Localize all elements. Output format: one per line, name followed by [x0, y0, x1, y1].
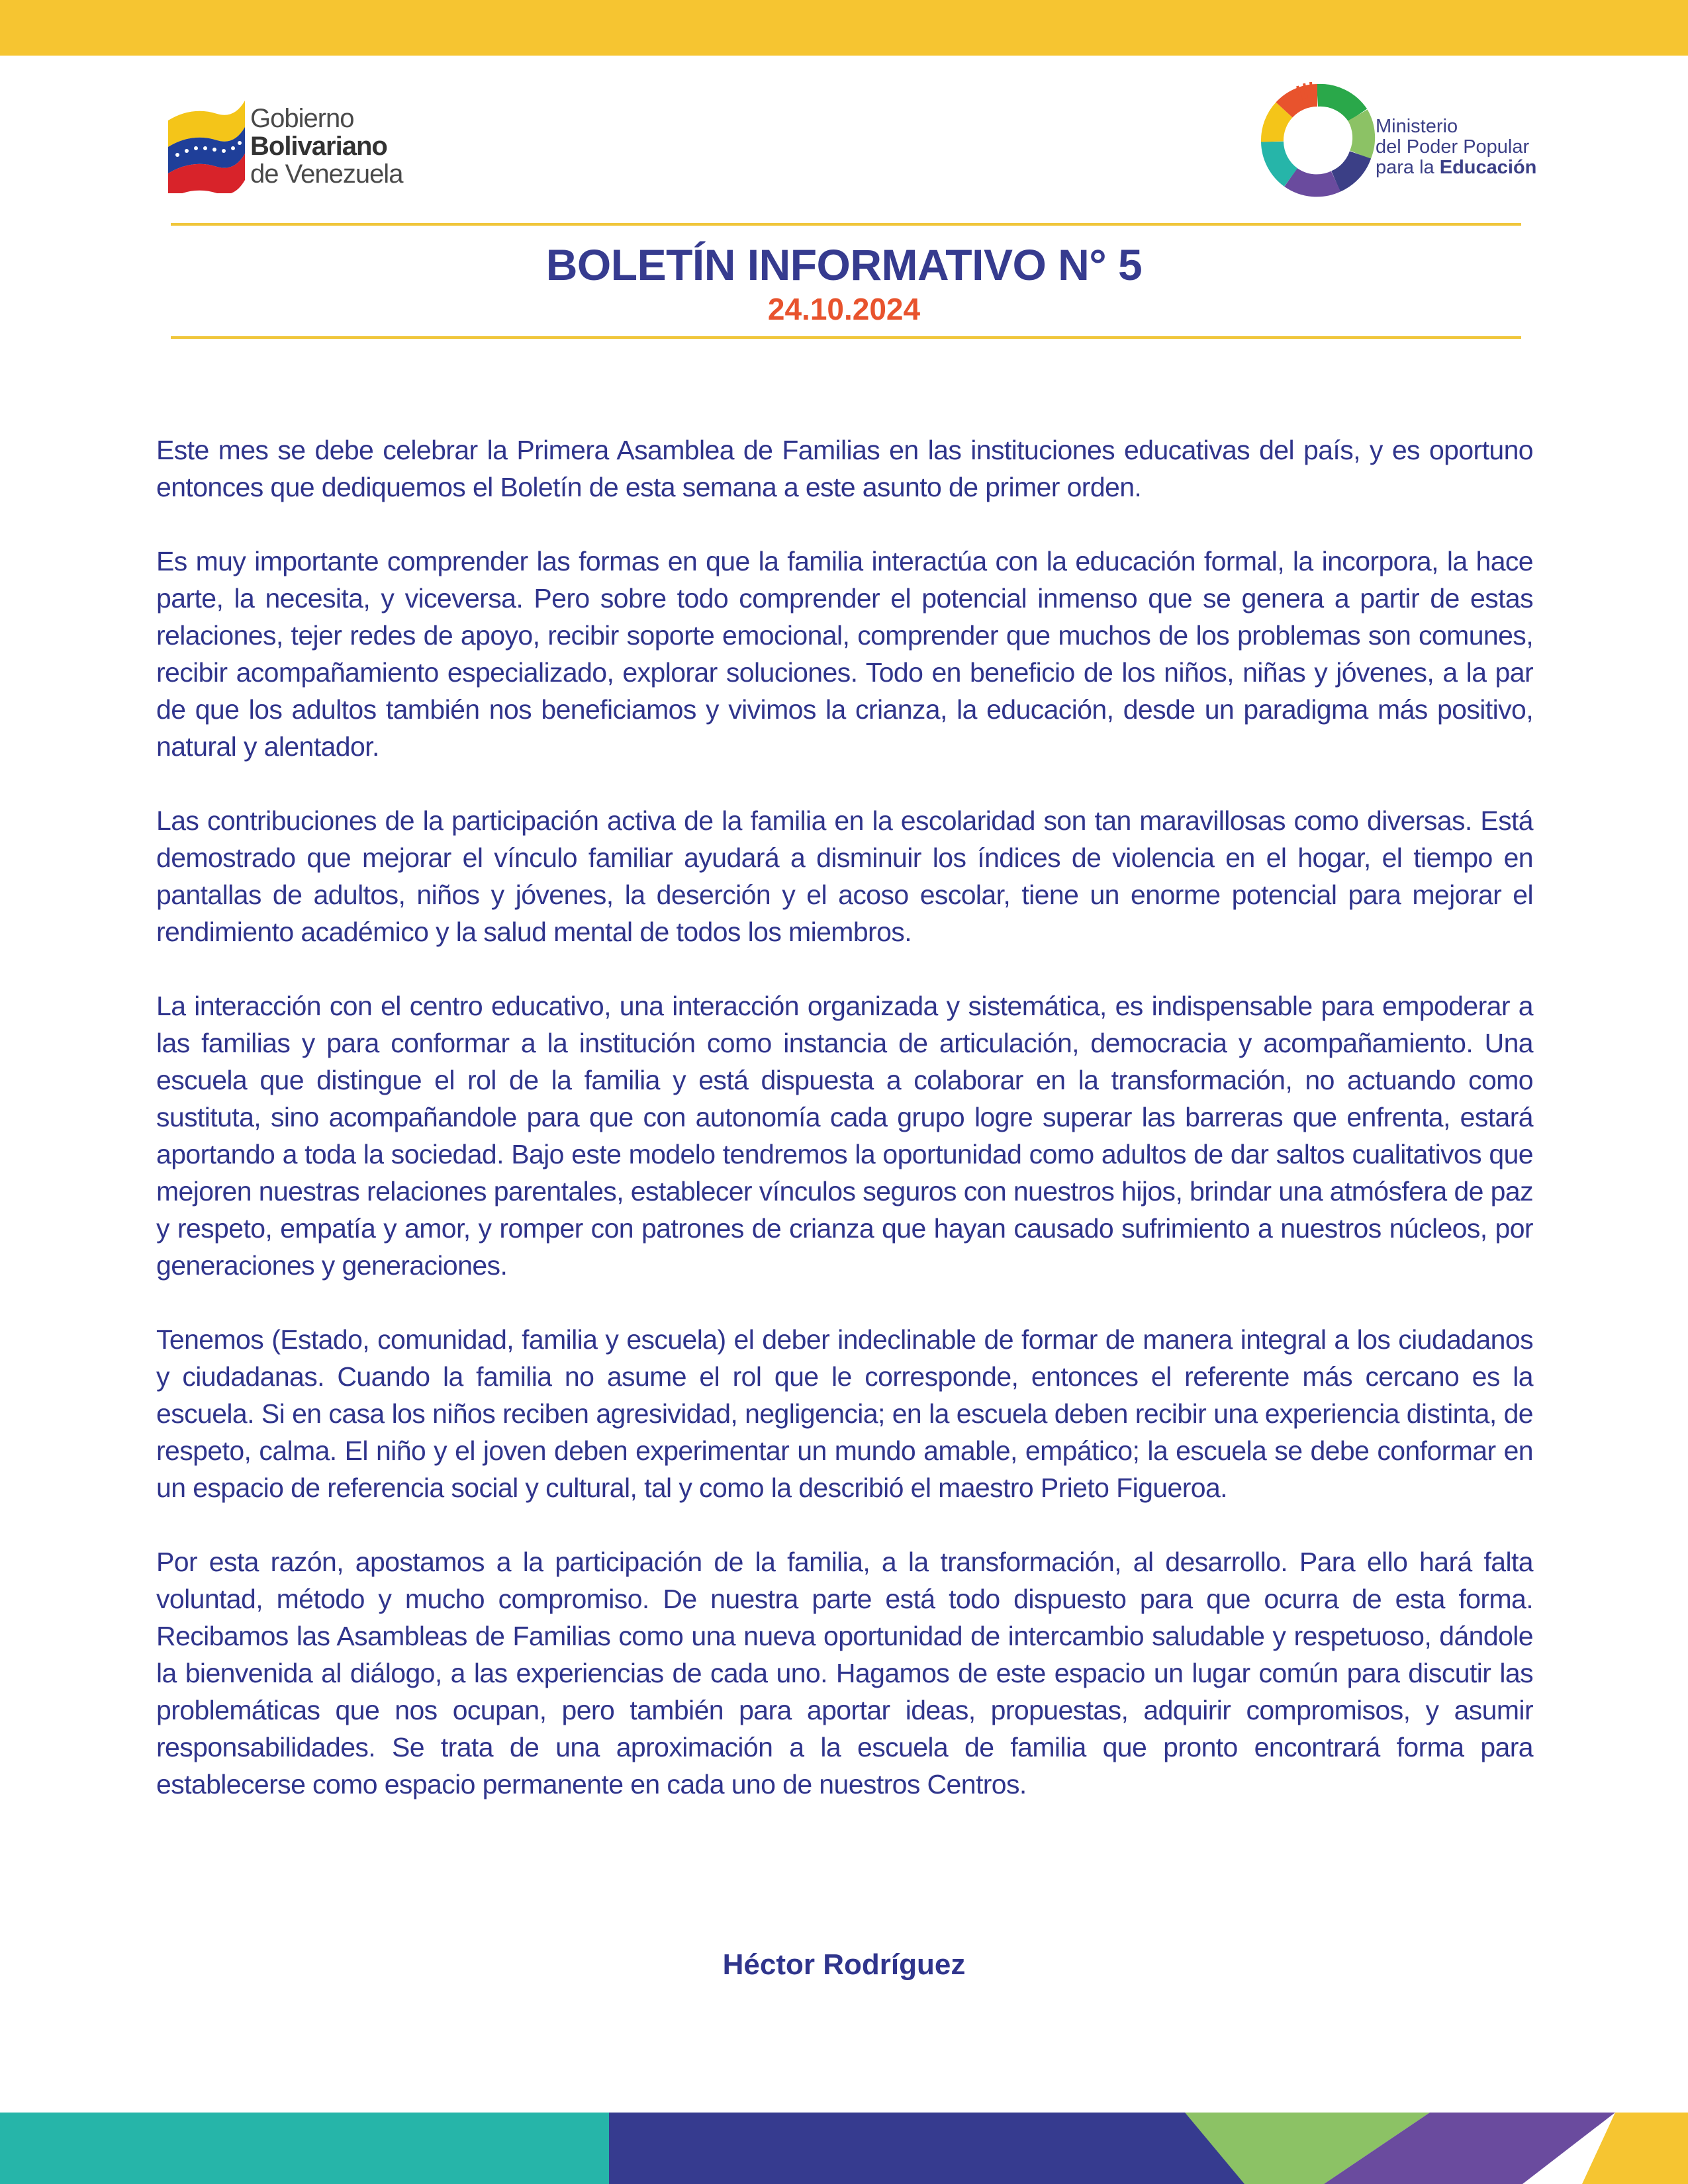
ministry-logo-line3-prefix: para la — [1376, 157, 1440, 178]
bulletin-title: BOLETÍN INFORMATIVO N° 5 — [545, 240, 1143, 289]
paragraph: Por esta razón, apostamos a la participación de la familia, a la transformación, al desarrollo. Para ello hará falta voluntad, método y mucho compromiso. De nuestra parte está todo dispuesto para que ocurra de esta forma. Recibamos las Asambleas de Familias como una nueva oportunidad de intercambio saludable y respetuoso, dándole la bienvenida al diálogo, a las experiencias de cada uno. Hagamos de este espacio un lugar común para discutir las problemáticas que nos ocupan, pero también para aportar ideas, propuestas, adquirir compromisos, y asumir responsabilidades. Se trata de una aproximación a la escuela de familia que pronto encontrará forma para establecerse como espacio permanente en cada uno de nuestros Centros. — [156, 1547, 1533, 1799]
ministry-logo-text — [1376, 116, 1536, 178]
signature: Héctor Rodríguez — [722, 1948, 966, 1981]
ministry-ring-logo — [1258, 81, 1377, 200]
ministry-logo-line3 — [1376, 158, 1536, 178]
gov-logo-line3: de Venezuela — [250, 159, 403, 189]
gov-logo-text — [250, 105, 402, 188]
title-rule-bottom — [171, 336, 1521, 339]
title-rule-top — [171, 223, 1521, 226]
ministry-logo-line2: del Poder Popular — [1376, 136, 1530, 158]
paragraph: Las contribuciones de la participación activa de la familia en la escolaridad son tan maravillosas como diversas. Está demostrado que mejorar el vínculo familiar ayudará a disminuir los índices de violencia en el hogar, el tiempo en pantallas de adultos, niños y jóvenes, la deserción y el acoso escolar, tiene un enorme potencial para mejorar el rendimiento académico y la salud mental de todos los miembros. — [156, 805, 1533, 947]
paragraph: La interacción con el centro educativo, una interacción organizada y sistemática, es indispensable para empoderar a las familias y para conformar a la institución como instancia de articulación, democracia y acompañamiento. Una escuela que distingue el rol de la familia y está dispuesta a colaborar en la transformación, no actuando como sustituta, sino acompañandole para que con autonomía cada grupo logre superar las barreras que enfrenta, estará aportando a toda la sociedad. Bajo este modelo tendremos la oportunidad como adultos de dar saltos cualitativos que mejoren nuestras relaciones parentales, establecer vínculos seguros con nuestros hijos, brindar una atmósfera de paz y respeto, empatía y amor, y romper con patrones de crianza que hayan causado sufrimiento a nuestros núcleos, por generaciones y generaciones. — [156, 991, 1533, 1281]
bulletin-body — [156, 432, 1533, 1840]
paragraph: Es muy importante comprender las formas en que la familia interactúa con la educación formal, la incorpora, la hace parte, la necesita, y viceversa. Pero sobre todo comprender el potencial inmenso que se genera a partir de estas relaciones, tejer redes de apoyo, recibir soporte emocional, comprender que muchos de los problemas son comunes, recibir acompañamiento especializado, explorar soluciones. Todo en beneficio de los niños, niñas y jóvenes, a la par de que los adultos también nos beneficiamos y vivimos la crianza, la educación, desde un paradigma más positivo, natural y alentador. — [156, 546, 1533, 762]
gov-logo-line2: Bolivariano — [250, 132, 387, 161]
paragraph: Tenemos (Estado, comunidad, familia y escuela) el deber indeclinable de formar de manera integral a los ciudadanos y ciudadanas. Cuando la familia no asume el rol que le corresponde, entonces el referente más cercano es la escuela. Si en casa los niños reciben agresividad, negligencia; en la escuela deben recibir una experiencia distinta, de respeto, calma. El niño y el joven deben experimentar un mundo amable, empático; la escuela se debe conformar en un espacio de referencia social y cultural, tal y como la describió el maestro Prieto Figueroa. — [156, 1324, 1533, 1503]
paragraph: Este mes se debe celebrar la Primera Asamblea de Familias en las instituciones educativas del país, y es oportuno entonces que dediquemos el Boletín de esta semana a este asunto de primer orden. — [156, 435, 1533, 502]
ministry-logo-line1: Ministerio — [1376, 116, 1458, 137]
bottom-color-band — [0, 2113, 1688, 2184]
top-color-bar — [0, 0, 1688, 56]
gov-logo-line1: Gobierno — [250, 104, 354, 133]
bulletin-date: 24.10.2024 — [767, 292, 921, 326]
ministry-logo-line3-bold: Educación — [1439, 157, 1537, 178]
